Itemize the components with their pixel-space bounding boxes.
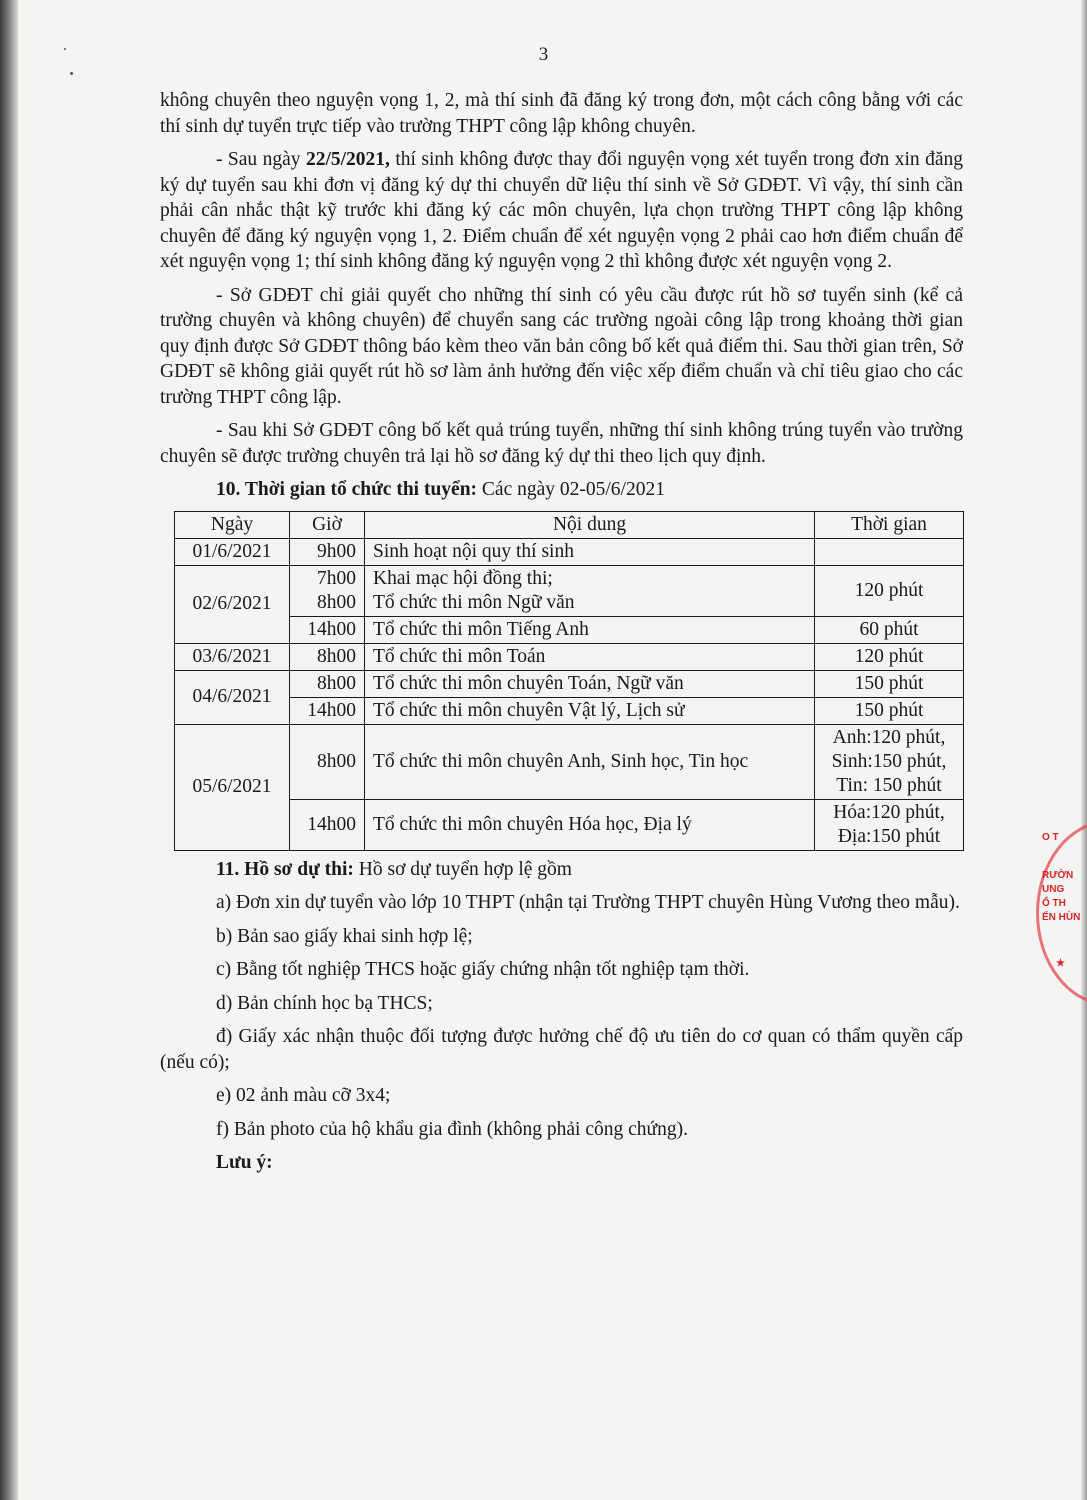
table-row bbox=[175, 724, 964, 799]
list-item: c) Bằng tốt nghiệp THCS hoặc giấy chứng nhận tốt nghiệp tạm thời. bbox=[216, 959, 750, 980]
scan-speck bbox=[70, 72, 73, 75]
table-row bbox=[175, 697, 964, 724]
list-item: d) Bản chính học bạ THCS; bbox=[216, 992, 433, 1014]
header-content: Nội dung bbox=[365, 511, 815, 538]
table-row bbox=[175, 670, 964, 697]
hour-line: 8h00 bbox=[317, 591, 356, 613]
paragraph-deadline-rest: thí sinh không được thay đổi nguyện vọng xét tuyển trong đơn xin đăng ký dự tuyển sau khi đơn vị đăng ký dự thi chuyển dữ liệu thí sinh về Sở GDĐT. Vì vậy, thí sinh cần phải cân nhắc thật kỹ trước khi đăng ký các môn chuyên, lựa chọn trường THPT công lập không chuyên để đăng ký nguyện vọng 1, 2. Điểm chuẩn để xét nguyện vọng 2 phải cao hơn điểm chuẩn để xét nguyện vọng 1; thí sinh không đăng ký nguyện vọng 2 thì không được xét nguyện vọng 2. bbox=[160, 149, 964, 272]
cell-hour: 8h00 bbox=[290, 643, 365, 670]
paragraph-continuation: không chuyên theo nguyện vọng 1, 2, mà thí sinh đã đăng ký trong đơn, một cách công bằng với các thí sinh dự tuyển trực tiếp vào trường THPT công lập không chuyên. bbox=[160, 90, 963, 137]
cell-day: 02/6/2021 bbox=[175, 565, 290, 643]
cell-duration: 150 phút bbox=[815, 697, 964, 724]
section-10-heading bbox=[160, 477, 963, 503]
hour-line: 7h00 bbox=[317, 567, 356, 589]
table-row bbox=[175, 538, 964, 565]
content-line: Tổ chức thi môn Ngữ văn bbox=[373, 591, 575, 613]
list-item: b) Bản sao giấy khai sinh hợp lệ; bbox=[216, 925, 473, 947]
cell-content: Tổ chức thi môn Toán bbox=[365, 643, 815, 670]
header-day: Ngày bbox=[175, 511, 290, 538]
cell-duration: 120 phút bbox=[815, 565, 964, 616]
cell-duration: 150 phút bbox=[815, 670, 964, 697]
cell-day: 05/6/2021 bbox=[175, 724, 290, 850]
stamp-text: ẾN HÙN bbox=[1042, 912, 1081, 923]
paragraph-withdrawal: - Sở GDĐT chỉ giải quyết cho những thí sinh có yêu cầu được rút hồ sơ tuyển sinh (kể cả trường chuyên và không chuyên) để chuyển sang các trường ngoài công lập trong khoảng thời gian quy định được Sở GDĐT thông báo kèm theo văn bản công bố kết quả điểm thi. Sau thời gian trên, Sở GDĐT sẽ không giải quyết rút hồ sơ làm ảnh hưởng đến việc xếp điểm chuẩn và chỉ tiêu giao cho các trường THPT công lập. bbox=[160, 284, 963, 408]
scan-right-edge bbox=[1081, 0, 1087, 1500]
stamp-text: UNG bbox=[1042, 884, 1065, 895]
stamp-text: O T bbox=[1042, 832, 1059, 843]
header-hour: Giờ bbox=[290, 511, 365, 538]
duration-line: Hóa:120 phút, bbox=[833, 801, 945, 823]
official-seal-stamp bbox=[1036, 820, 1087, 1000]
cell-day: 01/6/2021 bbox=[175, 538, 290, 565]
cell-hour: 8h00 bbox=[290, 724, 365, 799]
cell-duration: 60 phút bbox=[815, 616, 964, 643]
table-header-row bbox=[175, 511, 964, 538]
cell-day: 04/6/2021 bbox=[175, 670, 290, 724]
note-label bbox=[160, 1150, 963, 1176]
note-label-text: Lưu ý: bbox=[216, 1152, 273, 1173]
cell-duration bbox=[815, 538, 964, 565]
content-line: Khai mạc hội đồng thi; bbox=[373, 567, 553, 589]
cell-content: Sinh hoạt nội quy thí sinh bbox=[365, 538, 815, 565]
cell-content: Tổ chức thi môn chuyên Vật lý, Lịch sử bbox=[365, 697, 815, 724]
cell-day: 03/6/2021 bbox=[175, 643, 290, 670]
cell-duration bbox=[815, 799, 964, 850]
star-icon: ★ bbox=[1056, 958, 1065, 969]
cell-hour: 14h00 bbox=[290, 616, 365, 643]
header-duration: Thời gian bbox=[815, 511, 964, 538]
stamp-text: RƯỜN bbox=[1042, 870, 1074, 881]
cell-content: Tổ chức thi môn chuyên Hóa học, Địa lý bbox=[365, 799, 815, 850]
cell-duration: 120 phút bbox=[815, 643, 964, 670]
section-11-heading bbox=[160, 857, 963, 883]
page-number: 3 bbox=[538, 44, 549, 65]
section-10-title: 10. Thời gian tổ chức thi tuyển: bbox=[216, 479, 478, 500]
list-item: đ) Giấy xác nhận thuộc đối tượng được hưởng chế độ ưu tiên do cơ quan có thẩm quyền cấp (nếu có); bbox=[160, 1026, 963, 1073]
cell-content: Tổ chức thi môn Tiếng Anh bbox=[365, 616, 815, 643]
cell-content: Tổ chức thi môn chuyên Anh, Sinh học, Tin học bbox=[365, 724, 815, 799]
list-item: e) 02 ảnh màu cỡ 3x4; bbox=[216, 1085, 391, 1106]
scan-left-edge bbox=[0, 0, 18, 1500]
section-11-title: 11. Hồ sơ dự thi: bbox=[216, 858, 354, 880]
cell-hour: 9h00 bbox=[290, 538, 365, 565]
cell-hour: 14h00 bbox=[290, 799, 365, 850]
section-11-text: Hồ sơ dự tuyển hợp lệ gồm bbox=[353, 858, 572, 880]
duration-line: Địa:150 phút bbox=[837, 825, 941, 847]
duration-line: Sinh:150 phút, bbox=[831, 750, 947, 772]
table-row bbox=[175, 799, 964, 850]
paragraph-deadline bbox=[160, 147, 963, 275]
cell-hour: 14h00 bbox=[290, 697, 365, 724]
cell-hour: 8h00 bbox=[290, 670, 365, 697]
cell-content bbox=[365, 565, 815, 616]
paragraph-results: - Sau khi Sở GDĐT công bố kết quả trúng tuyển, những thí sinh không trúng tuyển vào trường chuyên sẽ được trường chuyên trả lại hồ sơ đăng ký dự thi theo lịch quy định. bbox=[160, 420, 963, 467]
table-row bbox=[175, 565, 964, 616]
deadline-date: 22/5/2021, bbox=[305, 149, 390, 170]
section-10-text: Các ngày 02-05/6/2021 bbox=[477, 479, 665, 500]
table-row bbox=[175, 616, 964, 643]
list-item: a) Đơn xin dự tuyển vào lớp 10 THPT (nhận tại Trường THPT chuyên Hùng Vương theo mẫu). bbox=[216, 892, 960, 913]
duration-line: Anh:120 phút, bbox=[832, 726, 946, 748]
list-item: f) Bản photo của hộ khẩu gia đình (không phải công chứng). bbox=[216, 1118, 688, 1140]
exam-schedule-table bbox=[174, 511, 964, 851]
table-row bbox=[175, 643, 964, 670]
cell-content: Tổ chức thi môn chuyên Toán, Ngữ văn bbox=[365, 670, 815, 697]
cell-hour bbox=[290, 565, 365, 616]
cell-duration bbox=[815, 724, 964, 799]
paragraph-deadline-prefix: - Sau ngày bbox=[216, 149, 306, 170]
stamp-text: Ổ TH bbox=[1042, 898, 1066, 909]
duration-line: Tin: 150 phút bbox=[836, 774, 942, 796]
document-body bbox=[160, 88, 963, 1184]
